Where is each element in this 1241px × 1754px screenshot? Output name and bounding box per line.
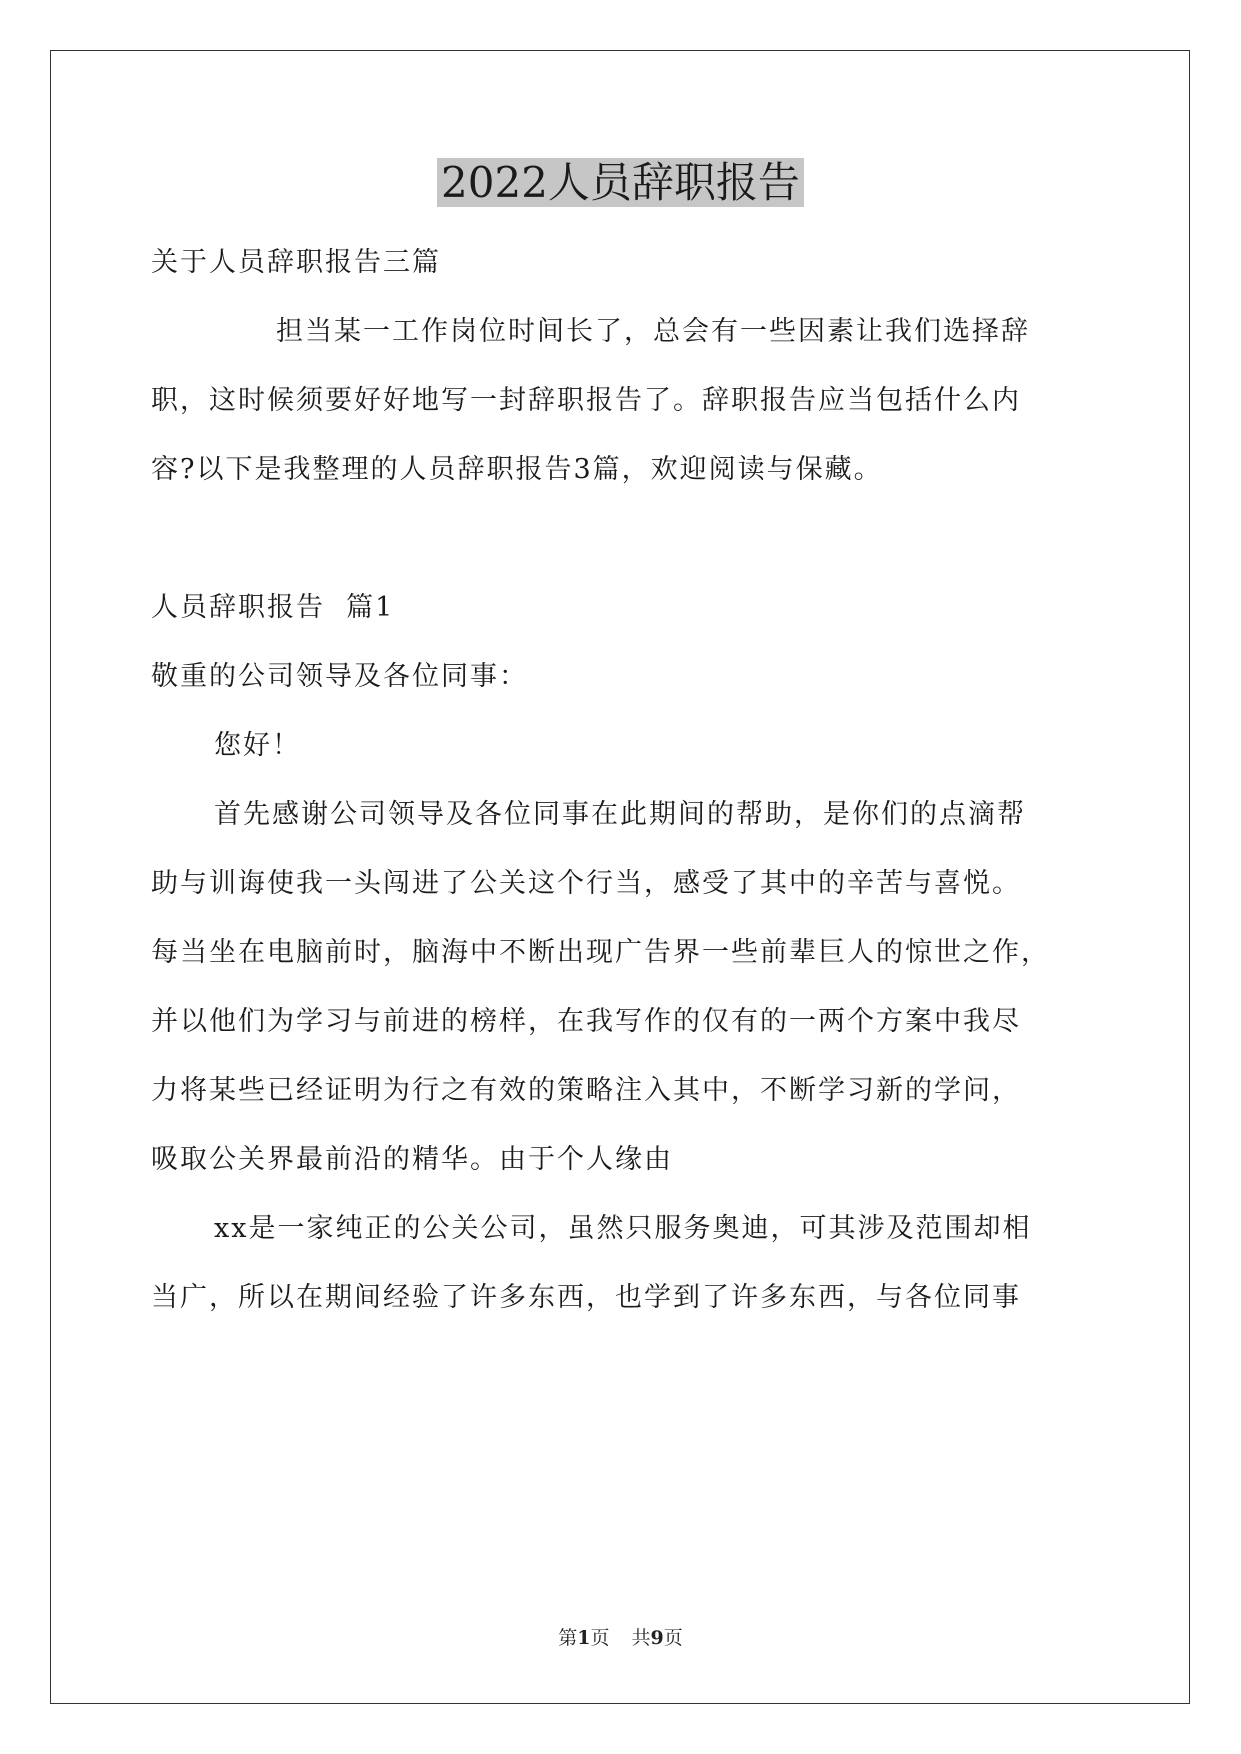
paragraph-line: 当广，所以在期间经验了许多东西，也学到了许多东西，与各位同事 [151,1282,1021,1313]
paragraph-line: 吸取公关界最前沿的精华。由于个人缘由 [151,1144,673,1175]
intro-line: 担当某一工作岗位时间长了，总会有一些因素让我们选择辞 [276,316,1030,347]
salutation: 敬重的公司领导及各位同事： [151,661,528,692]
page-total: 共9页 [631,1627,683,1649]
page-footer [0,1626,1241,1650]
page-number: 第1页 [558,1627,610,1649]
intro-line: 职，这时候须要好好地写一封辞职报告了。辞职报告应当包括什么内 [151,385,1021,416]
document-body [151,228,1086,1332]
paragraph-line: 助与训诲使我一头闯进了公关这个行当，感受了其中的辛苦与喜悦。 [151,868,1021,899]
paragraph-line: 力将某些已经证明为行之有效的策略注入其中，不断学习新的学问， [151,1075,1021,1106]
greeting: 您好！ [214,730,301,761]
paragraph-line: 首先感谢公司领导及各位同事在此期间的帮助，是你们的点滴帮 [214,799,1026,830]
section-heading: 人员辞职报告 篇1 [151,592,395,623]
paragraph-line: xx是一家纯正的公关公司，虽然只服务奥迪，可其涉及范围却相 [214,1213,1032,1244]
paragraph-line: 并以他们为学习与前进的榜样，在我写作的仅有的一两个方案中我尽 [151,1006,1021,1037]
blank-line [151,504,1086,573]
intro-line: 容?以下是我整理的人员辞职报告3篇，欢迎阅读与保藏。 [151,454,883,485]
document-subtitle: 关于人员辞职报告三篇 [151,247,441,278]
document-title [0,153,1241,213]
paragraph-line: 每当坐在电脑前时，脑海中不断出现广告界一些前辈巨人的惊世之作， [151,937,1050,968]
document-title-text: 2022人员辞职报告 [437,158,804,207]
